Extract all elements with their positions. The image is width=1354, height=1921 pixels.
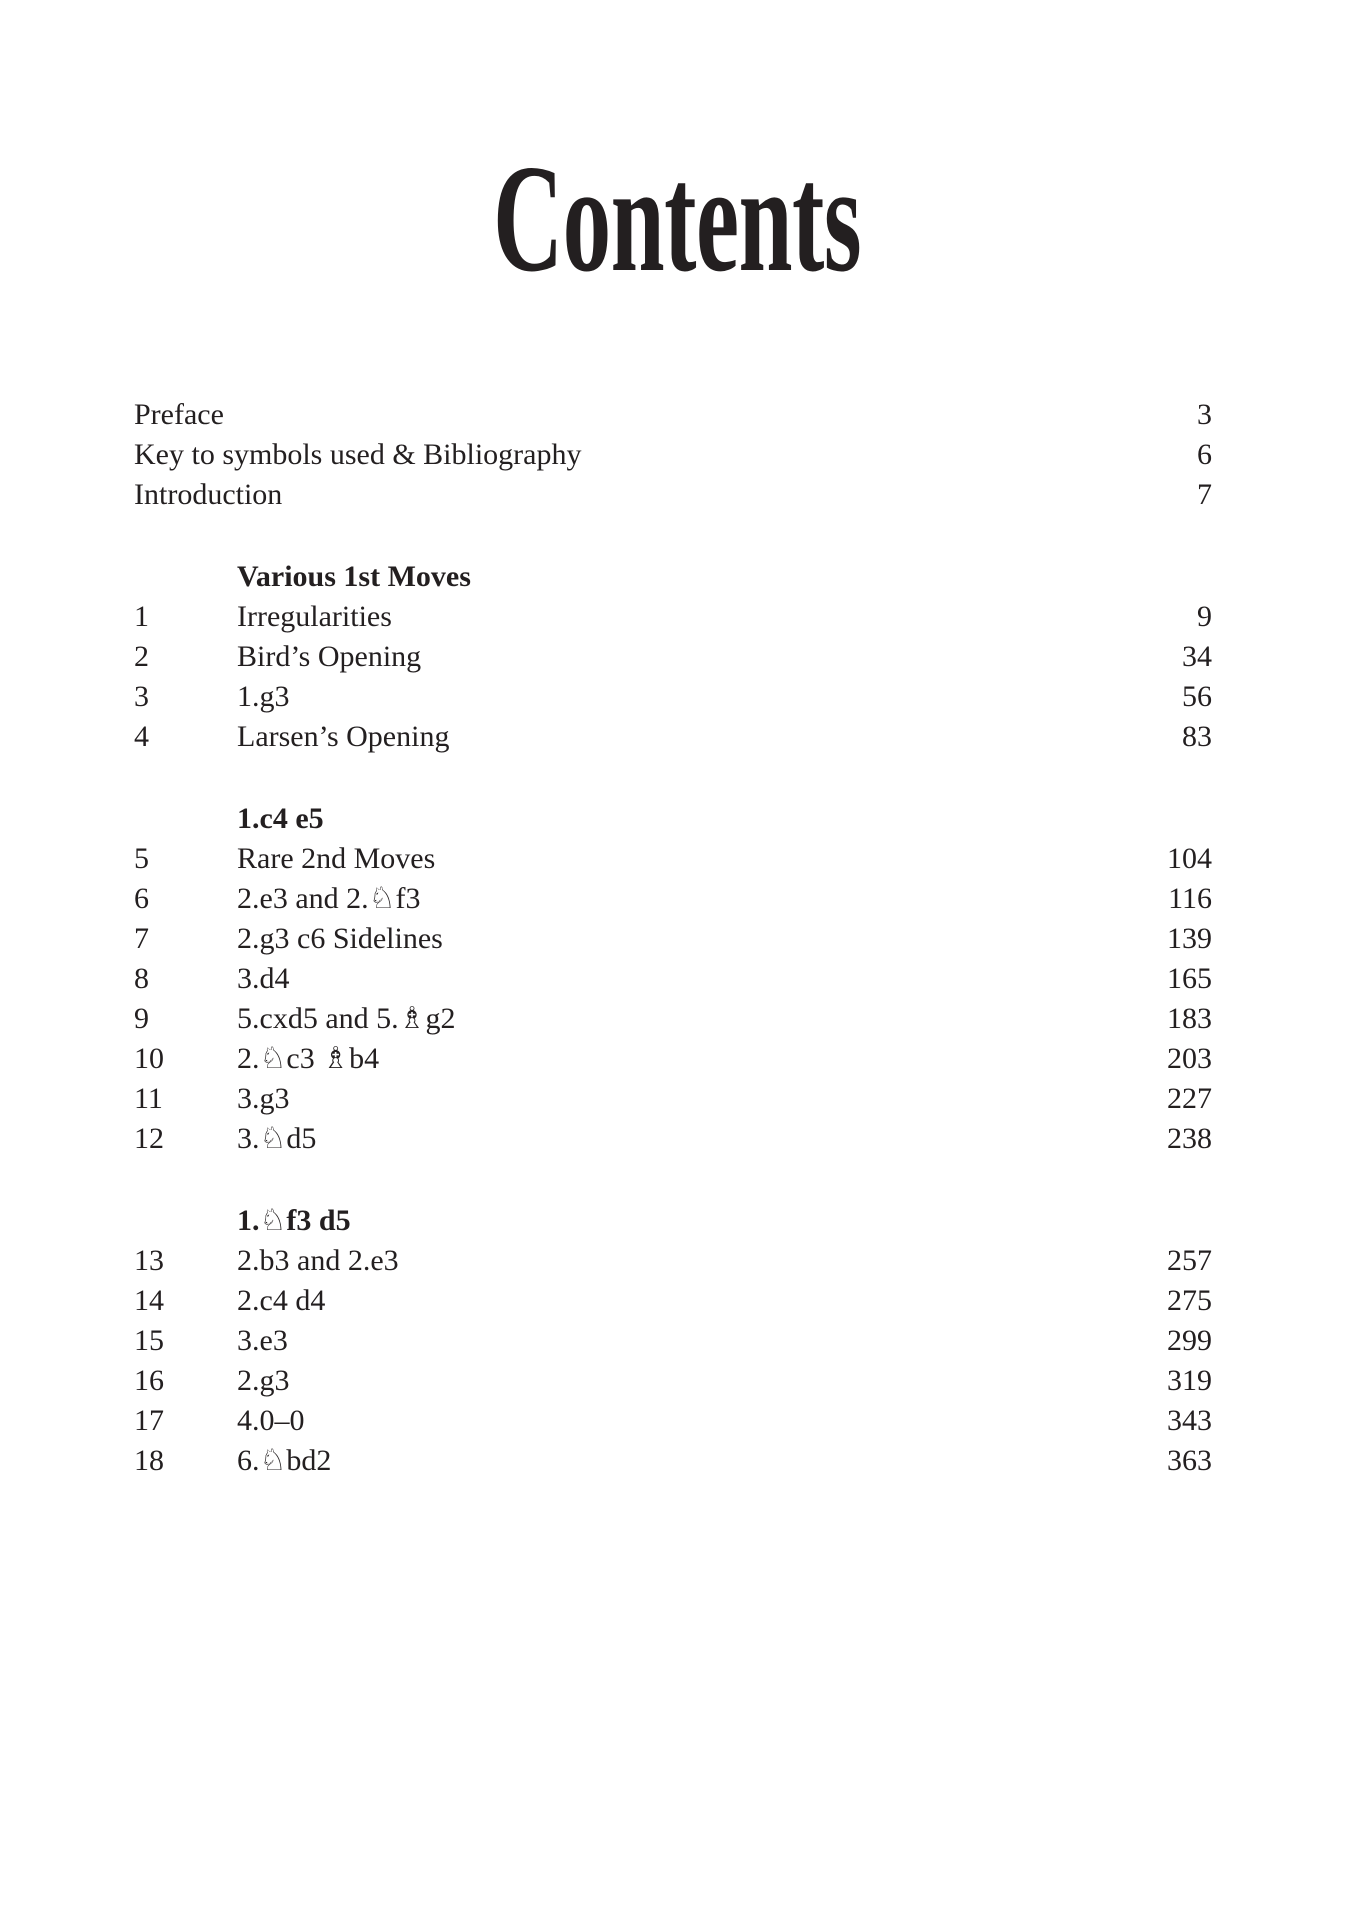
chapter-title: 2.g3 c6 Sidelines xyxy=(237,922,443,955)
chapter-title: 4.0–0 xyxy=(237,1404,305,1437)
chapter-number: 4 xyxy=(134,720,149,753)
chapter-page: 257 xyxy=(1167,1244,1212,1277)
chapter-page: 299 xyxy=(1167,1324,1212,1357)
chapter-title: 3.♘d5 xyxy=(237,1122,317,1155)
toc-entry xyxy=(134,435,1212,475)
chapter-page: 116 xyxy=(1168,882,1212,915)
toc-chapter-row xyxy=(134,637,1212,677)
chapter-number: 3 xyxy=(134,680,149,713)
toc-chapter-row xyxy=(134,677,1212,717)
chapter-page: 363 xyxy=(1167,1444,1212,1477)
toc-section xyxy=(134,557,1212,757)
chapter-number: 6 xyxy=(134,882,149,915)
chapter-page: 34 xyxy=(1182,640,1212,673)
chapter-title: 2.b3 and 2.e3 xyxy=(237,1244,399,1277)
toc-chapter-row xyxy=(134,1441,1212,1481)
section-heading: 1.c4 e5 xyxy=(237,802,324,835)
chapter-title: Rare 2nd Moves xyxy=(237,842,436,875)
chapter-title: 3.e3 xyxy=(237,1324,288,1357)
chapter-number: 8 xyxy=(134,962,149,995)
chapter-title: Bird’s Opening xyxy=(237,640,422,673)
chapter-number: 10 xyxy=(134,1042,164,1075)
toc-chapter-row xyxy=(134,1361,1212,1401)
toc-entry-page: 3 xyxy=(1197,398,1212,431)
toc-entry-label: Introduction xyxy=(134,478,283,511)
page-title-text: Contents xyxy=(492,134,862,304)
chapter-number: 1 xyxy=(134,600,149,633)
toc-chapter-row xyxy=(134,717,1212,757)
toc-chapter-row xyxy=(134,999,1212,1039)
table-of-contents xyxy=(134,395,1212,1481)
toc-chapter-row xyxy=(134,597,1212,637)
toc-entry xyxy=(134,475,1212,515)
toc-section xyxy=(134,1201,1212,1481)
toc-entry-page: 6 xyxy=(1197,438,1212,471)
chapter-number: 12 xyxy=(134,1122,164,1155)
chapter-page: 9 xyxy=(1197,600,1212,633)
toc-chapter-row xyxy=(134,1401,1212,1441)
chapter-title: 2.g3 xyxy=(237,1364,290,1397)
chapter-number: 18 xyxy=(134,1444,164,1477)
front-matter-list xyxy=(134,395,1212,515)
toc-chapter-row xyxy=(134,1281,1212,1321)
toc-chapter-row xyxy=(134,839,1212,879)
toc-chapter-row xyxy=(134,1321,1212,1361)
chapter-page: 139 xyxy=(1167,922,1212,955)
toc-entry-label: Preface xyxy=(134,398,224,431)
page-title xyxy=(0,134,1354,304)
toc-entry-page: 7 xyxy=(1197,478,1212,511)
chapter-page: 238 xyxy=(1167,1122,1212,1155)
chapter-title: 2.c4 d4 xyxy=(237,1284,326,1317)
section-heading: Various 1st Moves xyxy=(237,560,471,593)
chapter-page: 343 xyxy=(1167,1404,1212,1437)
chapter-page: 183 xyxy=(1167,1002,1212,1035)
chapter-title: 1.g3 xyxy=(237,680,290,713)
chapter-title: 2.e3 and 2.♘f3 xyxy=(237,882,421,915)
toc-entry-label: Key to symbols used & Bibliography xyxy=(134,438,582,471)
chapter-number: 9 xyxy=(134,1002,149,1035)
chapter-page: 83 xyxy=(1182,720,1212,753)
sections-list xyxy=(134,557,1212,1481)
toc-chapter-row xyxy=(134,959,1212,999)
chapter-page: 275 xyxy=(1167,1284,1212,1317)
chapter-title: 5.cxd5 and 5.♗g2 xyxy=(237,1002,456,1035)
toc-chapter-row xyxy=(134,1119,1212,1159)
toc-section xyxy=(134,799,1212,1159)
chapter-title: Irregularities xyxy=(237,600,392,633)
chapter-page: 56 xyxy=(1182,680,1212,713)
chapter-number: 7 xyxy=(134,922,149,955)
chapter-title: 3.g3 xyxy=(237,1082,290,1115)
toc-chapter-row xyxy=(134,919,1212,959)
chapter-page: 227 xyxy=(1167,1082,1212,1115)
chapter-title: 6.♘bd2 xyxy=(237,1444,332,1477)
chapter-page: 165 xyxy=(1167,962,1212,995)
toc-entry xyxy=(134,395,1212,435)
toc-chapter-row xyxy=(134,879,1212,919)
toc-chapter-row xyxy=(134,1079,1212,1119)
section-heading: 1.♘f3 d5 xyxy=(237,1204,351,1237)
toc-chapter-row xyxy=(134,1241,1212,1281)
chapter-number: 2 xyxy=(134,640,149,673)
chapter-title: 2.♘c3 ♗b4 xyxy=(237,1042,380,1075)
chapter-page: 319 xyxy=(1167,1364,1212,1397)
chapter-number: 14 xyxy=(134,1284,164,1317)
chapter-title: Larsen’s Opening xyxy=(237,720,450,753)
chapter-title: 3.d4 xyxy=(237,962,290,995)
chapter-number: 11 xyxy=(134,1082,163,1115)
chapter-number: 13 xyxy=(134,1244,164,1277)
chapter-page: 203 xyxy=(1167,1042,1212,1075)
chapter-number: 5 xyxy=(134,842,149,875)
chapter-page: 104 xyxy=(1167,842,1212,875)
toc-chapter-row xyxy=(134,1039,1212,1079)
chapter-number: 17 xyxy=(134,1404,164,1437)
chapter-number: 16 xyxy=(134,1364,164,1397)
chapter-number: 15 xyxy=(134,1324,164,1357)
